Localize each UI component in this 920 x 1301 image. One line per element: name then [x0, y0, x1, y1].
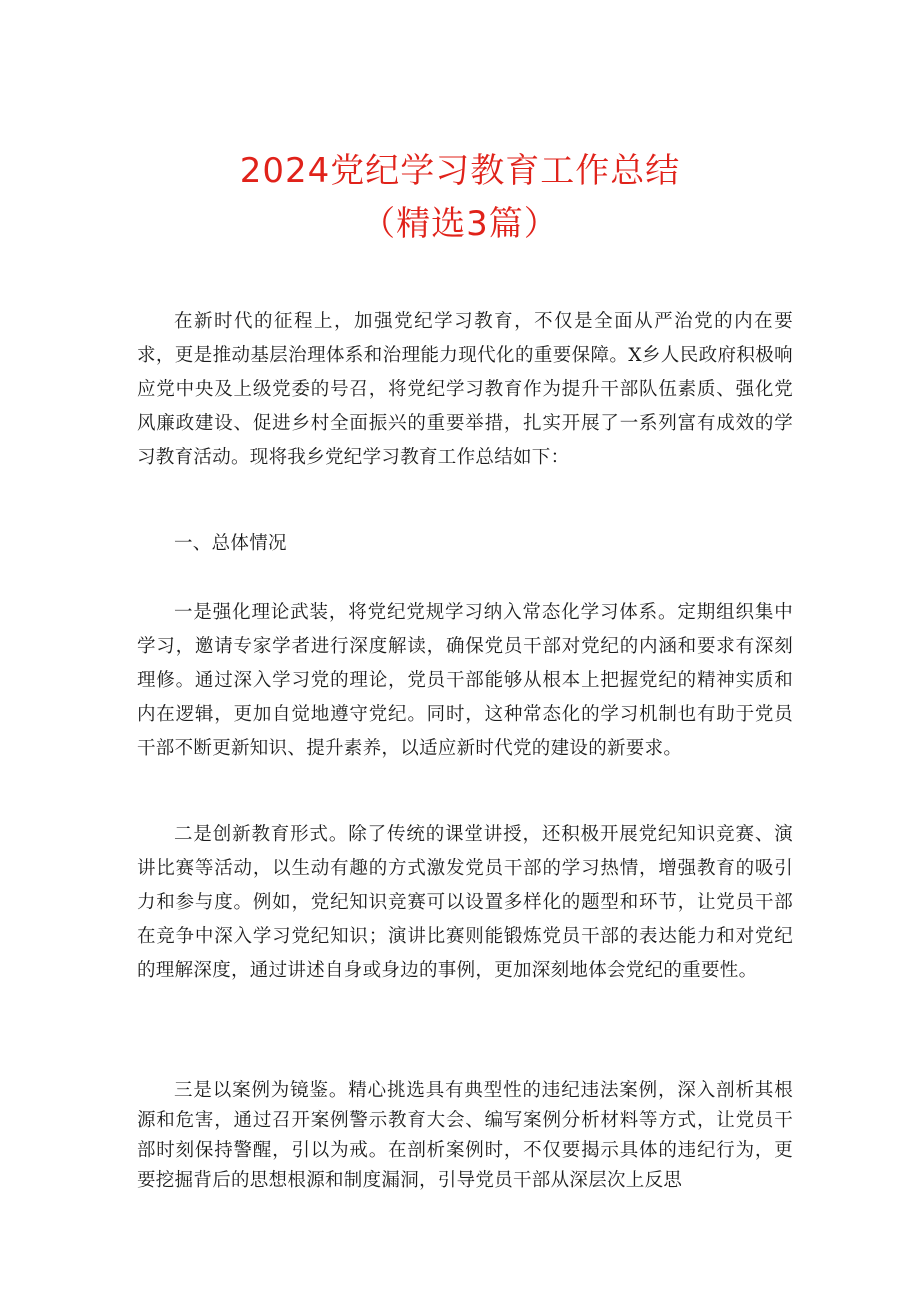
body-paragraph-1: 一是强化理论武装，将党纪党规学习纳入常态化学习体系。定期组织集中学习，邀请专家学者进行深度解读，确保党员干部对党纪的内涵和要求有深刻理修。通过深入学习党的理论，党员干部能够从根本上把握党纪的精神实质和内在逻辑，更加自觉地遵守党纪。同时，这种常态化的学习机制也有助于党员干部不断更新知识、提升素养，以适应新时代党的建设的新要求。	[137, 602, 793, 759]
body-paragraph-2: 二是创新教育形式。除了传统的课堂讲授，还积极开展党纪知识竞赛、演讲比赛等活动，以生动有趣的方式激发党员干部的学习热情，增强教育的吸引力和参与度。例如，党纪知识竞赛可以设置多样化的题型和环节，让党员干部在竞争中深入学习党纪知识；演讲比赛则能锻炼党员干部的表达能力和对党纪的理解深度，通过讲述自身或身边的事例，更加深刻地体会党纪的重要性。	[137, 824, 793, 981]
intro-paragraph: 在新时代的征程上，加强党纪学习教育，不仅是全面从严治党的内在要求，更是推动基层治理体系和治理能力现代化的重要保障。X乡人民政府积极响应党中央及上级党委的号召，将党纪学习教育作为提升干部队伍素质、强化党风廉政建设、促进乡村全面振兴的重要举措，扎实开展了一系列富有成效的学习教育活动。现将我乡党纪学习教育工作总结如下：	[137, 311, 793, 468]
document-subtitle: （精选3篇）	[361, 204, 559, 244]
body-paragraph-3: 三是以案例为镜鉴。精心挑选具有典型性的违纪违法案例，深入剖析其根源和危害，通过召开案例警示教育大会、编写案例分析材料等方式，让党员干部时刻保持警醒，引以为戒。在剖析案例时，不仅要揭示具体的违纪行为，更要挖掘背后的思想根源和制度漏洞，引导党员干部从深层次上反思	[137, 1080, 793, 1191]
document-title: 2024党纪学习教育工作总结	[239, 151, 681, 191]
section-heading: 一、总体情况	[174, 533, 287, 554]
